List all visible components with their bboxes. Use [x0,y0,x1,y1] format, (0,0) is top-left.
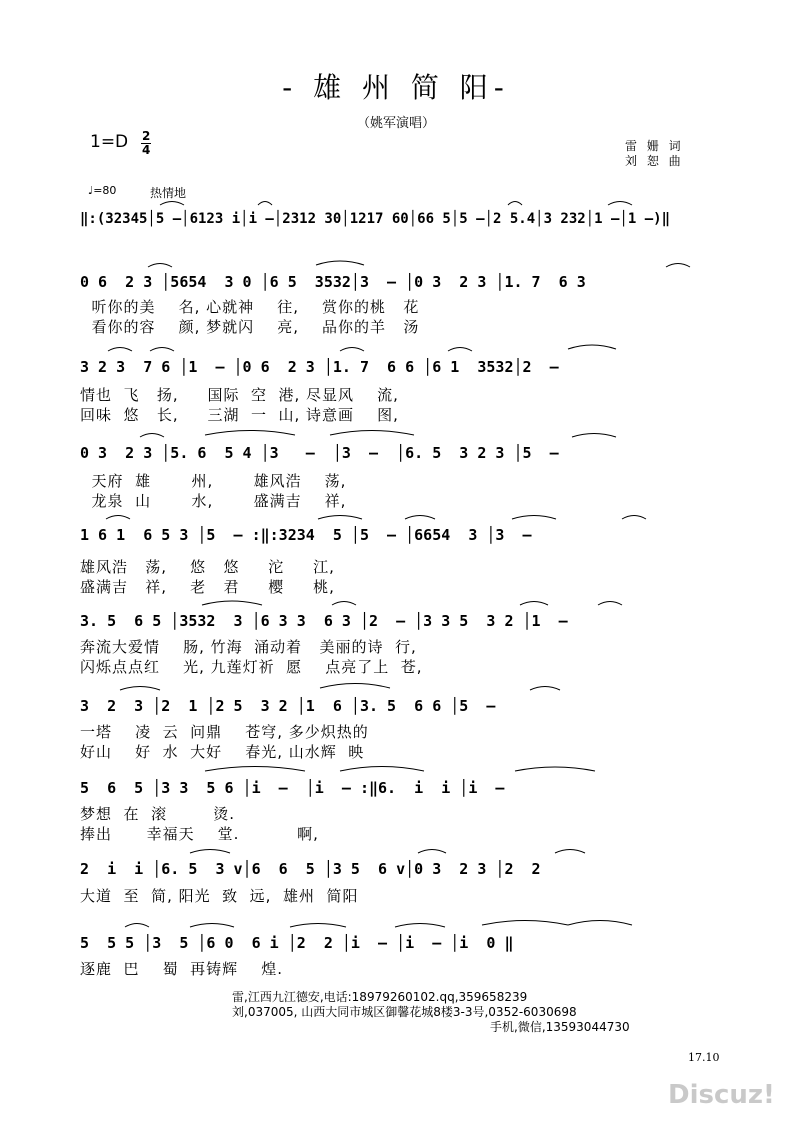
singer-credit: （姚军演唱） [356,116,435,131]
score-row-5: 3. 5 6 5 │3532 3 │6 3 3 6 3 │2 – │3 3 5 3 2 │1 – [80,612,568,630]
score-row-7: 5 6 5 │3 3 5 6 │i – │i – :‖6. i i │i – [80,779,505,797]
key-signature: 1=D [90,132,129,152]
score-row-intro: ‖:(32345│5 –│6123 i│i –│2312 30│1217 60│66 5│5 –│2 5.4│3 232│1 –│1 –)‖ [80,211,671,227]
lyric-line: 龙泉 山 水, 盛满吉 祥, [80,492,347,510]
time-signature-top: 2 [142,129,151,143]
lyric-line: 捧出 幸福天 堂. 啊, [80,825,319,843]
lyric-line: 雄风浩 荡, 悠 悠 沱 江, [80,558,335,576]
composer-credit: 刘 恕 曲 [625,154,684,168]
watermark-logo: Discuz! [668,1080,775,1110]
lyric-line: 天府 雄 州, 雄风浩 荡, [80,472,347,490]
score-row-2: 3 2 3 7 6 │1 – │0 6 2 3 │1. 7 6 6 │6 1 3532│2 – [80,358,559,376]
song-title: - 雄 州 简 阳- [282,71,510,104]
lyricist-credit: 雷 姗 词 [625,139,684,153]
lyric-line: 听你的美 名, 心就神 往, 赏你的桃 花 [80,298,420,316]
score-row-4: 1 6 1 6 5 3 │5 – :‖:3234 5 │5 – │6654 3 │3 – [80,526,532,544]
contact-line-composer: 刘,037005, 山西大同市城区御馨花城8楼3-3号,0352-6030698 [232,1005,577,1019]
score-row-3: 0 3 2 3 │5. 6 5 4 │3 – │3 – │6. 5 3 2 3 │5 – [80,444,559,462]
lyric-line: 一塔 凌 云 问鼎 苍穹, 多少炽热的 [80,723,369,741]
lyric-line: 好山 好 水 大好 春光, 山水辉 映 [80,743,365,761]
tempo-marking: ♩=80 [88,184,117,197]
score-row-6: 3 2 3 │2 1 │2 5 3 2 │1 6 │3. 5 6 6 │5 – [80,697,496,715]
lyric-line: 回味 悠 长, 三湖 一 山, 诗意画 图, [80,406,399,424]
lyric-line: 情也 飞 扬, 国际 空 港, 尽显风 流, [80,386,399,404]
contact-line-lyricist: 雷,江西九江德安,电话:18979260102.qq,359658239 [232,990,528,1004]
score-row-9: 5 5 5 │3 5 │6 0 6 i │2 2 │i – │i – │i 0 ‖ [80,934,514,952]
contact-line-phone: 手机,微信,13593044730 [490,1020,630,1034]
lyric-line: 大道 至 简, 阳光 致 远, 雄州 简阳 [80,887,359,905]
lyric-line: 梦想 在 滚 烫. [80,805,235,823]
date-label: 17.10 [688,1051,720,1064]
expression-marking: 热情地 [150,186,187,200]
lyric-line: 奔流大爱情 肠, 竹海 涌动着 美丽的诗 行, [80,638,417,656]
lyric-line: 看你的容 颜, 梦就闪 亮, 品你的羊 汤 [80,318,420,336]
score-row-1: 0 6 2 3 │5654 3 0 │6 5 3532│3 – │0 3 2 3 │1. 7 6 3 [80,273,586,291]
lyric-line: 闪烁点点红 光, 九莲灯祈 愿 点亮了上 苍, [80,658,423,676]
lyric-line: 逐鹿 巴 蜀 再铸辉 煌. [80,960,283,978]
score-row-8: 2 i i │6. 5 3 v│6 6 5 │3 5 6 v│0 3 2 3 │2 2 [80,860,541,878]
time-signature-bottom: 4 [142,143,151,157]
lyric-line: 盛满吉 祥, 老 君 樱 桃, [80,578,335,596]
